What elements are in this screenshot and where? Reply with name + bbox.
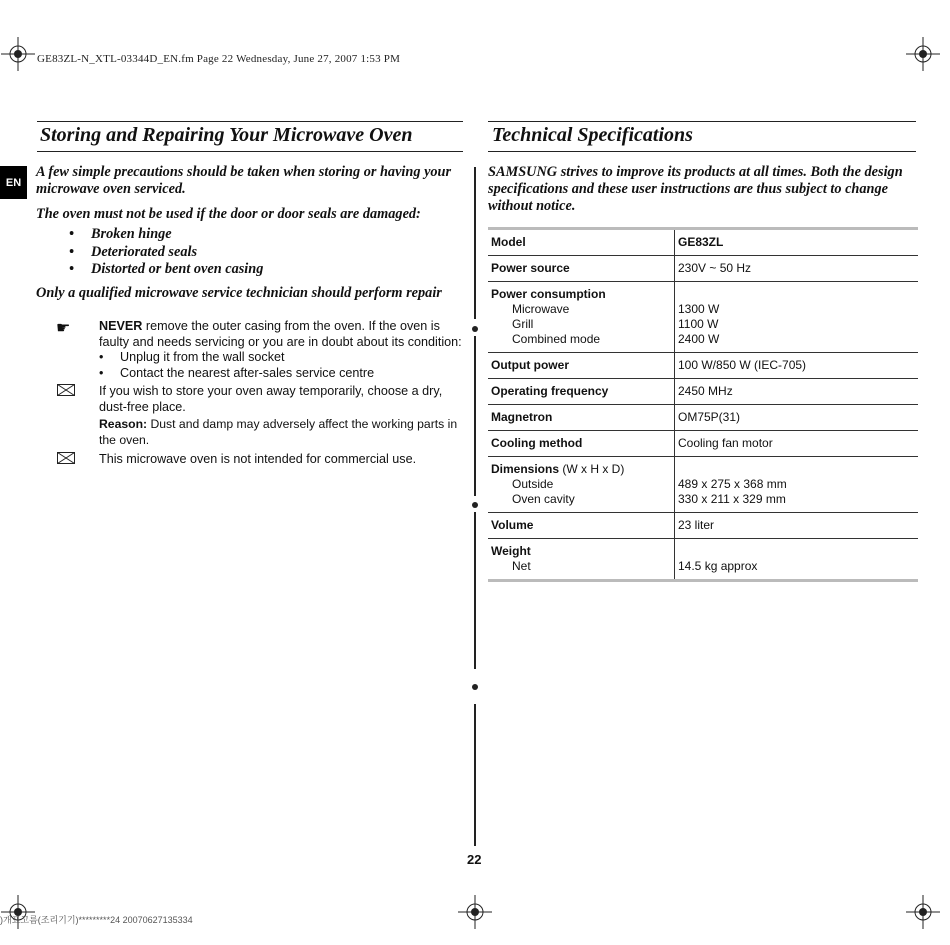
right-section-title: Technical Specifications: [492, 124, 693, 146]
damage-list: [36, 226, 456, 279]
page-number: 22: [467, 852, 482, 867]
reason-text: Dust and damp may adversely affect the working parts in the oven.: [99, 417, 458, 447]
spec-value: 2450 MHz: [678, 384, 733, 398]
column-divider-4: [474, 704, 476, 846]
column-divider-2: [474, 336, 476, 496]
list-item: • Broken hinge: [36, 226, 456, 244]
divider-dot: [472, 502, 478, 508]
spec-subkey: Oven cavity: [512, 492, 575, 506]
right-title-rule-bottom: [488, 151, 916, 152]
table-row: [488, 513, 918, 539]
spec-key: [488, 539, 675, 581]
left-intro-3: Only a qualified microwave service technician should perform repair: [36, 285, 442, 301]
footer-code: )개표고름(조리기기)*********24 20070627135334: [0, 915, 193, 925]
right-intro: SAMSUNG strives to improve its products at all times. Both the design specifications and these user instructions are thus subject to change without notice.: [488, 164, 903, 214]
note-never-strong: NEVER: [99, 319, 143, 333]
column-divider-3: [474, 512, 476, 669]
spec-key: Cooling method: [488, 431, 675, 457]
spec-key: [488, 282, 675, 353]
note-never: [99, 319, 465, 381]
spec-key: Power source: [488, 256, 675, 282]
registration-mark-bottom-right: [906, 895, 940, 929]
spec-value: [675, 539, 919, 581]
spec-subkey: Grill: [512, 317, 534, 331]
spec-key: Model: [488, 229, 675, 256]
note-envelope-icon: [57, 384, 75, 396]
note-storage-reason: [99, 417, 465, 448]
registration-mark-bottom-center: [458, 895, 492, 929]
spec-key-label: Dimensions: [491, 462, 560, 476]
spec-key-label: Power consumption: [491, 287, 606, 301]
list-item: • Distorted or bent oven casing: [36, 261, 456, 279]
divider-dot: [472, 326, 478, 332]
reason-label: Reason:: [99, 417, 148, 431]
list-item: • Deteriorated seals: [36, 244, 456, 262]
spec-key-label: Weight: [491, 544, 531, 558]
table-row: [488, 282, 918, 353]
note-storage-text: If you wish to store your oven away temporarily, choose a dry, dust-free place.: [99, 384, 443, 414]
spec-key: Volume: [488, 513, 675, 539]
table-row: [488, 229, 918, 256]
spec-value: 100 W/850 W (IEC-705): [678, 358, 807, 372]
note-storage: [99, 384, 465, 448]
spec-key: Output power: [488, 353, 675, 379]
spec-value: OM75P(31): [678, 410, 741, 424]
left-intro-1: A few simple precautions should be taken when storing or having your microwave oven serviced.: [36, 164, 452, 197]
spec-key: Operating frequency: [488, 379, 675, 405]
spec-subvalue: 14.5 kg approx: [678, 559, 758, 573]
column-divider-1: [474, 167, 476, 319]
spec-value: 230V ~ 50 Hz: [678, 261, 752, 275]
language-tab: EN: [0, 166, 27, 199]
note-commercial: This microwave oven is not intended for commercial use.: [99, 452, 417, 466]
spec-subvalue: 489 x 275 x 368 mm: [678, 477, 787, 491]
hand-pointer-icon: ☛: [56, 320, 71, 337]
table-row: [488, 256, 918, 282]
divider-dot: [472, 684, 478, 690]
table-row: [488, 405, 918, 431]
left-intro-2: The oven must not be used if the door or door seals are damaged:: [36, 206, 421, 222]
table-row: [488, 539, 918, 581]
table-row: [488, 431, 918, 457]
list-item: • Unplug it from the wall socket: [99, 350, 465, 366]
table-row: [488, 457, 918, 513]
table-row: [488, 379, 918, 405]
spec-key: Magnetron: [488, 405, 675, 431]
spec-value: Cooling fan motor: [678, 436, 773, 450]
registration-mark-top-right: [906, 37, 940, 71]
spec-subkey: Outside: [512, 477, 554, 491]
spec-subvalue: 1100 W: [678, 317, 719, 331]
spec-subvalue: 330 x 211 x 329 mm: [678, 492, 786, 506]
spec-value: [675, 457, 919, 513]
left-title-rule-bottom: [37, 151, 463, 152]
spec-key-unit: (W x H x D): [559, 462, 625, 476]
table-row: [488, 353, 918, 379]
spec-subvalue: 1300 W: [678, 302, 720, 316]
left-title-rule-top: [37, 121, 463, 122]
left-section-title: Storing and Repairing Your Microwave Oven: [40, 124, 413, 146]
file-header: GE83ZL-N_XTL-03344D_EN.fm Page 22 Wednesday, June 27, 2007 1:53 PM: [37, 53, 401, 65]
spec-value: [675, 282, 919, 353]
spec-key: [488, 457, 675, 513]
spec-value: 23 liter: [678, 518, 715, 532]
spec-subkey: Combined mode: [512, 332, 601, 346]
spec-table: [488, 227, 918, 582]
right-title-rule-top: [488, 121, 916, 122]
spec-subvalue: 2400 W: [678, 332, 720, 346]
note-envelope-icon: [57, 452, 75, 464]
spec-subkey: Net: [512, 559, 531, 573]
spec-value: GE83ZL: [678, 235, 724, 249]
registration-mark-top-left: [1, 37, 35, 71]
list-item: • Contact the nearest after-sales service centre: [99, 366, 465, 382]
note-never-text: remove the outer casing from the oven. If the oven is faulty and needs servicing or you are in doubt about its condition:: [99, 319, 462, 349]
spec-subkey: Microwave: [512, 302, 570, 316]
